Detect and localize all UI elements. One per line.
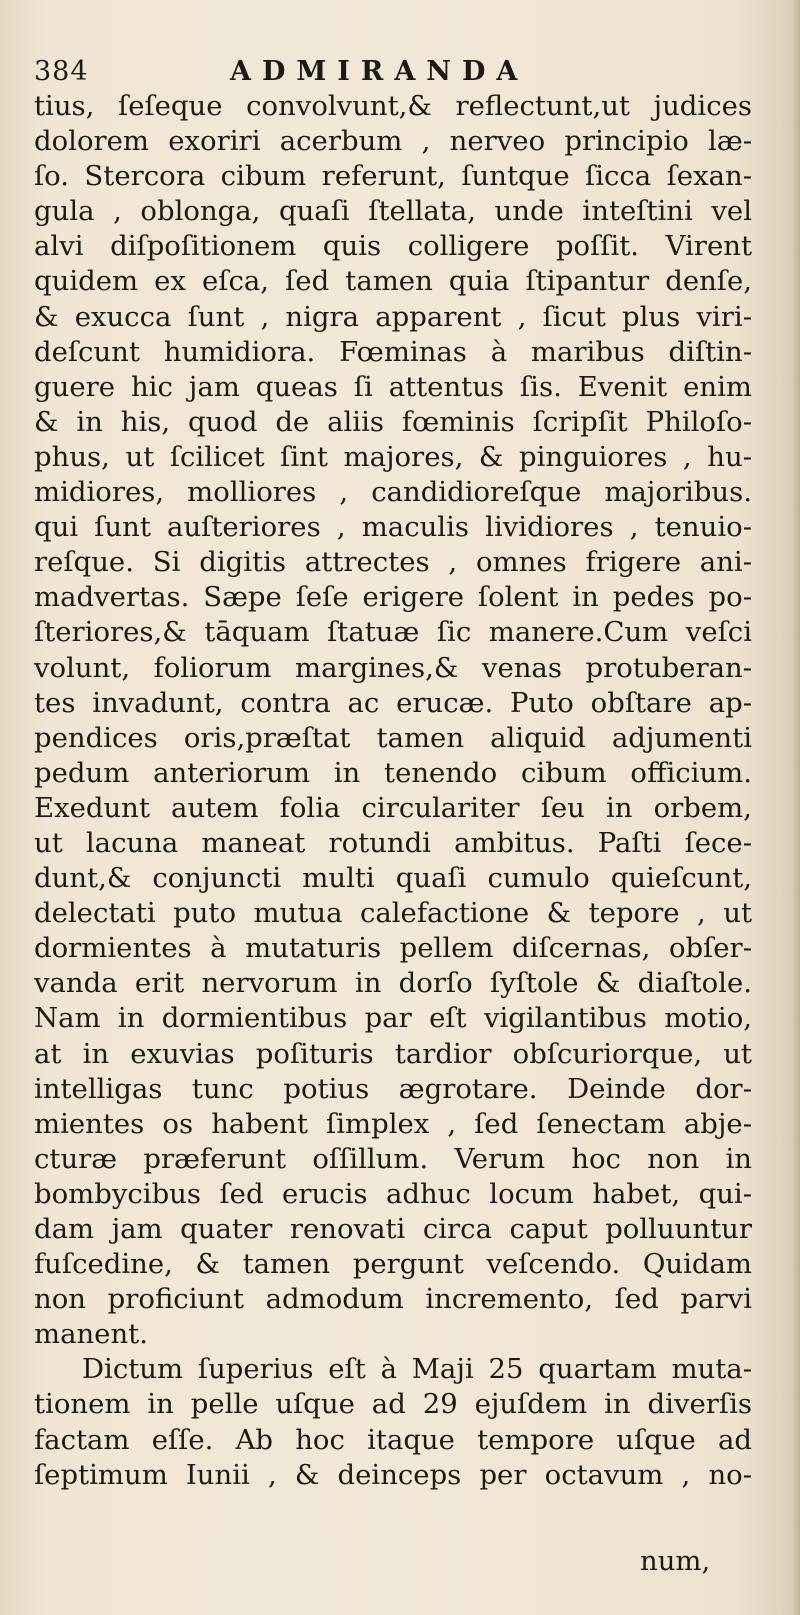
text-line: & in his, quod de aliis fœminis ſcripſit Philoſo- [34,405,752,438]
page-number: 384 [34,56,89,87]
text-line: madvertas. Sæpe ſeſe erigere ſolent in pedes po- [34,581,752,614]
catchword: num, [640,1545,711,1577]
text-line: & exucca ſunt , nigra apparent , ſicut plus viri- [34,300,752,333]
text-line: tius, ſeſeque convolvunt,& reflectunt,ut judices [34,90,752,122]
text-line: qui ſunt auſteriores , maculis lividiores , tenuio- [34,511,752,544]
text-line: non proficiunt admodum incremento, ſed parvi [34,1283,752,1316]
text-line: delectati puto mutua calefactione & tepore , ut [34,897,752,930]
text-line: dolorem exoriri acerbum , nerveo principio læ- [34,125,752,158]
text-line: dormientes à mutaturis pellem diſcernas, obſer- [34,932,752,965]
text-line: cturæ præferunt oſſillum. Verum hoc non in [34,1142,752,1175]
body-text [34,89,752,1493]
text-line: tes invadunt, contra ac erucæ. Puto obſtare ap- [34,686,752,719]
text-line: bombycibus ſed erucis adhuc locum habet, qui- [34,1177,752,1210]
text-line: fuſcedine, & tamen pergunt veſcendo. Quidam [34,1248,752,1281]
text-line: mientes os habent ſimplex , ſed ſenectam abje- [34,1107,752,1140]
page-edge-shadow [790,0,800,1615]
text-line: at in exuvias poſituris tardior obſcuriorque, ut [34,1037,752,1070]
text-line: reſque. Si digitis attrectes , omnes frigere ani- [34,546,752,579]
text-line: ut lacuna maneat rotundi ambitus. Paſti ſece- [34,826,752,859]
text-line: quidem ex eſca, ſed tamen quia ſtipantur denſe, [34,265,752,298]
text-line: deſcunt humidiora. Fœminas à maribus diſtin- [34,335,752,368]
text-line: tionem in pelle uſque ad 29 ejuſdem in diverſis [34,1388,752,1421]
text-line: phus, ut ſcilicet ſint majores, & pinguiores , hu- [34,440,752,473]
text-line: guere hic jam queas ſi attentus ſis. Evenit enim [34,370,752,403]
text-line: pedum anteriorum in tenendo cibum officium. [34,756,752,789]
text-line: ſo. Stercora cibum referunt, ſuntque ſicca ſexan- [34,160,752,193]
text-line: midiores, molliores , candidioreſque majoribus. [34,476,752,509]
text-line: dam jam quater renovati circa caput polluuntur [34,1213,752,1245]
text-line: volunt, foliorum margines,& venas protuberan- [34,651,752,684]
text-line: factam eſſe. Ab hoc itaque tempore uſque ad [34,1423,752,1456]
text-line: ſeptimum Iunii , & deinceps per octavum , no- [34,1458,752,1491]
text-line: dunt,& conjuncti multi quaſi cumulo quieſcunt, [34,862,752,895]
paragraph-start-line: Dictum ſuperius eſt à Maji 25 quartam muta- [82,1353,752,1386]
text-line: pendices oris,præſtat tamen aliquid adjumenti [34,721,752,754]
text-line: Nam in dormientibus par eſt vigilantibus motio, [34,1002,752,1035]
running-head: ADMIRANDA [230,56,529,87]
text-line: gula , oblonga, quaſi ſtellata, unde inteſtini vel [34,195,752,228]
text-line: intelligas tunc potius ægrotare. Deinde dor- [34,1072,752,1105]
text-line: Exedunt autem folia circulariter ſeu in orbem, [34,791,752,824]
text-line: ſteriores,& tāquam ſtatuæ ſic manere.Cum veſci [34,616,752,649]
text-line: alvi diſpoſitionem quis colligere poſſit. Virent [34,230,752,263]
paragraph-end-line: manent. [34,1318,148,1351]
text-line: vanda erit nervorum in dorſo ſyſtole & diaſtole. [34,967,752,1000]
